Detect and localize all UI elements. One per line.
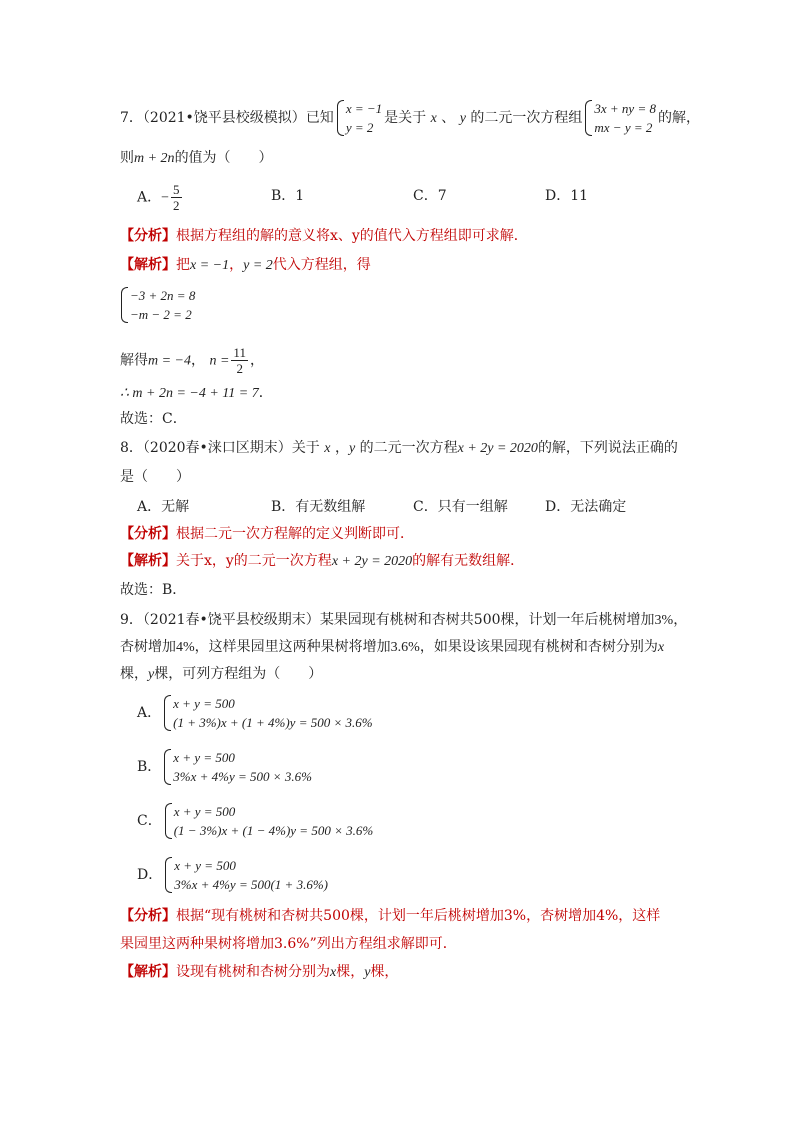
q7-source: （2021•饶平县校级模拟） [142, 110, 306, 126]
q7-equation-system [584, 99, 656, 137]
option-label: B． [137, 759, 162, 775]
q7-line2-text: 的值为（ ） [174, 150, 273, 166]
q7-text-3: 、 [441, 110, 456, 126]
q9-text: ，这样果园里这两种果树将增加 [194, 639, 391, 655]
q7-solution-line1 [120, 255, 371, 276]
q7-expression: m + 2n [134, 151, 175, 166]
q7-sol-math: m = −4 [148, 353, 192, 369]
q7-solution-row: y = 2 [345, 120, 374, 135]
option-sign: − [161, 190, 170, 206]
q8-analysis-text: 根据二元一次方程解的定义判断即可． [176, 526, 414, 542]
q8-var-y: y [348, 441, 356, 456]
q9-source: （2021春•饶平县校级期末） [142, 612, 320, 628]
q7-system-row: mx − y = 2 [594, 120, 653, 135]
q8-solution [120, 551, 524, 572]
q9-text: 棵， [120, 666, 148, 682]
q8-answer: 故选：B． [120, 582, 187, 598]
q9-sol-var-y: y [364, 965, 371, 980]
q7-sol-text: ， [229, 257, 244, 273]
q7-var-y: y [459, 111, 466, 126]
q7-solution-system [336, 99, 382, 137]
q8-option-d: D．无法确定 [545, 499, 627, 515]
q7-sol-text: 解得 [120, 352, 148, 369]
q9-analysis-line2: 果园里这两种果树将增加3.6%”列出方程组求解即可． [120, 936, 457, 952]
q9-option-a [137, 694, 375, 732]
q8-option-b: B．有无数组解 [271, 499, 366, 515]
q9-stem-line3 [120, 664, 322, 685]
q8-text: 的二元一次方程 [359, 440, 458, 456]
q7-system-row: 3x + ny = 8 [594, 101, 656, 116]
q9-system-row: (1 − 3%)x + (1 − 4%)y = 500 × 3.6% [173, 823, 374, 838]
q9-var-x: x [657, 640, 665, 655]
q9-text: 杏树增加 [120, 639, 176, 655]
q9-option-b [137, 748, 314, 786]
q7-analysis [120, 226, 528, 246]
left-brace-icon [337, 100, 344, 136]
left-brace-icon [121, 287, 128, 323]
q9-option-d-system [164, 856, 328, 894]
q8-var-x: x [324, 441, 331, 456]
q8-number: 8． [120, 440, 143, 456]
q7-sol-text: ， [191, 352, 206, 369]
analysis-tag: 【分析】 [120, 526, 176, 542]
q7-option-a [137, 182, 184, 213]
q9-math: 3% [654, 613, 674, 628]
q9-text: ，如果设该果园现有桃树和杏树分别为 [419, 639, 658, 655]
solution-tag: 【解析】 [120, 553, 176, 569]
option-label: A． [137, 705, 162, 721]
solution-tag: 【解析】 [120, 257, 176, 273]
analysis-tag: 【分析】 [120, 908, 176, 924]
q9-option-c-system [164, 802, 373, 840]
q9-math: 4% [176, 640, 195, 655]
q8-option-c: C．只有一组解 [413, 499, 508, 515]
q7-number: 7． [120, 110, 143, 126]
option-label: D． [137, 867, 163, 883]
q7-substituted-row: −3 + 2n = 8 [130, 288, 196, 303]
q7-line2-text: 则 [120, 150, 134, 166]
q9-system-row: x + y = 500 [173, 750, 235, 765]
q8-analysis [120, 524, 414, 544]
q9-system-row: 3%x + 4%y = 500 × 3.6% [173, 769, 312, 784]
q8-stem-line1 [120, 438, 678, 459]
q7-option-d: D．11 [545, 188, 589, 204]
q9-system-row: 3%x + 4%y = 500(1 + 3.6%) [174, 877, 328, 892]
q7-sol-math: x = −1 [190, 258, 230, 273]
q7-solution-row: x = −1 [345, 101, 383, 116]
q9-option-b-system [163, 748, 312, 786]
fraction-denominator: 2 [236, 361, 243, 376]
q9-sol-text: 棵， [336, 964, 365, 980]
q7-stem-line1 [120, 99, 700, 137]
q7-answer: 故选：C． [120, 411, 187, 427]
q9-analysis-line1 [120, 906, 660, 926]
option-label: C． [137, 813, 162, 829]
q7-sol-math: ∴ m + 2n = −4 + 11 = 7 [120, 386, 259, 401]
left-brace-icon [165, 803, 172, 839]
q9-text: 某果园现有桃树和杏树共500棵，计划一年后桃树增加 [319, 612, 655, 628]
q8-option-a: A．无解 [137, 499, 190, 515]
q7-solution-line4 [120, 383, 273, 404]
option-label: A． [137, 189, 162, 206]
q8-text: 的解，下列说法正确的 [537, 440, 678, 456]
q8-sol-equation: x + 2y = 2020 [331, 554, 413, 569]
q7-option-a-fraction [171, 182, 182, 213]
q9-sol-text: 设现有桃树和杏树分别为 [176, 964, 330, 980]
q7-sol-text: ． [258, 385, 273, 401]
q9-option-c [137, 802, 375, 840]
q9-number: 9． [120, 612, 143, 628]
q9-stem-line1 [120, 610, 687, 631]
q9-sol-text: 棵， [370, 964, 399, 980]
q7-sol-text: ， [249, 352, 264, 369]
q7-stem-line2 [120, 148, 273, 169]
fraction-numerator: 5 [173, 182, 180, 197]
left-brace-icon [585, 100, 592, 136]
q9-text: 棵，可列方程组为（ ） [154, 666, 323, 682]
fraction-numerator: 11 [233, 345, 246, 360]
q8-sol-text: 关于x，y的二元一次方程 [176, 553, 332, 569]
q7-var-x: x [430, 111, 437, 126]
q7-solution-line2 [120, 286, 197, 324]
q8-stem-line2: 是（ ） [120, 469, 190, 485]
q7-text-5: 的解， [657, 110, 700, 126]
q8-sol-text: 的解有无数组解． [412, 553, 525, 569]
q9-var-y: y [148, 667, 155, 682]
q9-system-row: (1 + 3%)x + (1 + 4%)y = 500 × 3.6% [173, 715, 373, 730]
q7-option-c: C．7 [413, 188, 447, 204]
q7-text-4: 的二元一次方程组 [470, 110, 583, 126]
fraction-denominator: 2 [173, 198, 180, 213]
q9-option-a-system [163, 694, 372, 732]
q7-substituted-row: −m − 2 = 2 [130, 307, 192, 322]
q7-text-1: 已知 [305, 110, 334, 126]
q8-source: （2020春•涞口区期末） [142, 440, 292, 456]
q7-sol-math: n = [209, 353, 230, 369]
q9-stem-line2 [120, 637, 664, 658]
q7-sol-text: 把 [176, 257, 190, 273]
left-brace-icon [165, 857, 172, 893]
q8-text: 关于 [291, 440, 320, 456]
q7-text-2: 是关于 [384, 110, 427, 126]
q9-system-row: x + y = 500 [173, 696, 235, 711]
q9-option-d [137, 856, 330, 894]
q7-analysis-text: 根据方程组的解的意义将x、y的值代入方程组即可求解． [176, 228, 528, 244]
q7-solution-line3 [120, 345, 264, 376]
q8-text: ， [334, 440, 349, 456]
q9-math: 3.6% [390, 640, 420, 655]
q9-system-row: x + y = 500 [173, 804, 236, 819]
q8-equation: x + 2y = 2020 [457, 441, 538, 456]
q7-sol-fraction [231, 345, 248, 376]
q9-text: ， [673, 612, 688, 628]
q7-sol-text: 代入方程组，得 [272, 257, 371, 273]
q7-sol-math: y = 2 [243, 258, 273, 273]
q7-option-b: B．1 [271, 188, 305, 204]
q9-analysis-text: 根据“现有桃树和杏树共500棵，计划一年后桃树增加3%，杏树增加4%，这样 [176, 908, 661, 924]
q9-system-row: x + y = 500 [174, 858, 236, 873]
analysis-tag: 【分析】 [120, 228, 176, 244]
left-brace-icon [164, 695, 171, 731]
solution-tag: 【解析】 [120, 964, 176, 980]
q9-sol-var-x: x [330, 965, 337, 980]
q9-solution [120, 962, 398, 983]
left-brace-icon [164, 749, 171, 785]
q7-substituted-system [120, 286, 195, 324]
